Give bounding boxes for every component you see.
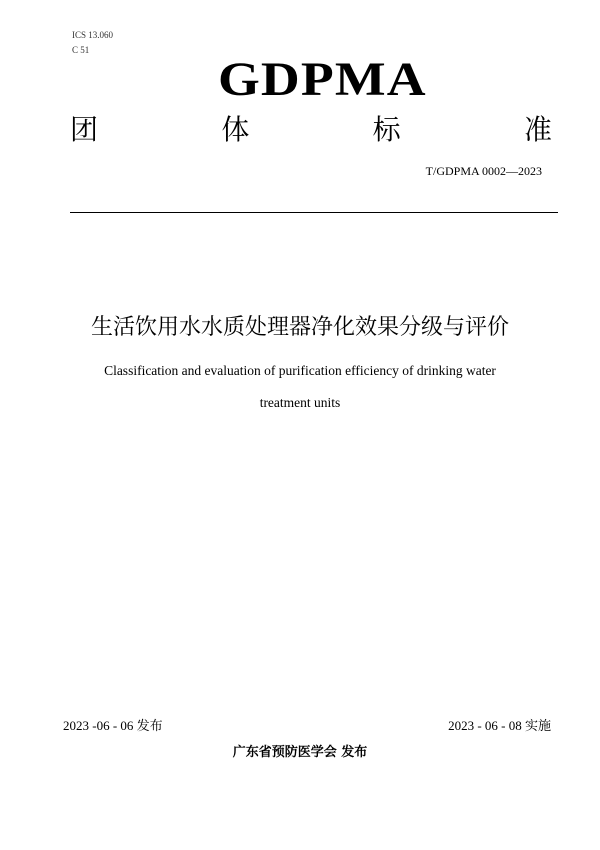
standard-type-heading xyxy=(70,112,552,148)
organization-abbreviation: GDPMA xyxy=(218,53,427,106)
issue-date: 2023 -06 - 06 发布 xyxy=(63,718,163,733)
implementation-date: 2023 - 06 - 08 实施 xyxy=(448,718,551,733)
standard-type-char: 团 xyxy=(70,113,99,146)
standard-type-char: 体 xyxy=(221,113,250,146)
english-title-line-1: Classification and evaluation of purification efficiency of drinking water xyxy=(104,363,496,378)
english-title-line-2: treatment units xyxy=(259,395,341,410)
ics-code: ICS 13.060 xyxy=(72,30,114,40)
standard-type-char: 标 xyxy=(372,113,401,146)
standard-type-char: 准 xyxy=(523,113,552,146)
chinese-title: 生活饮用水水质处理器净化效果分级与评价 xyxy=(90,315,509,340)
standard-number: T/GDPMA 0002—2023 xyxy=(425,164,542,178)
issuing-organization: 广东省预防医学会 发布 xyxy=(232,745,368,760)
ccs-code: C 51 xyxy=(72,45,90,55)
header-divider xyxy=(70,212,558,213)
